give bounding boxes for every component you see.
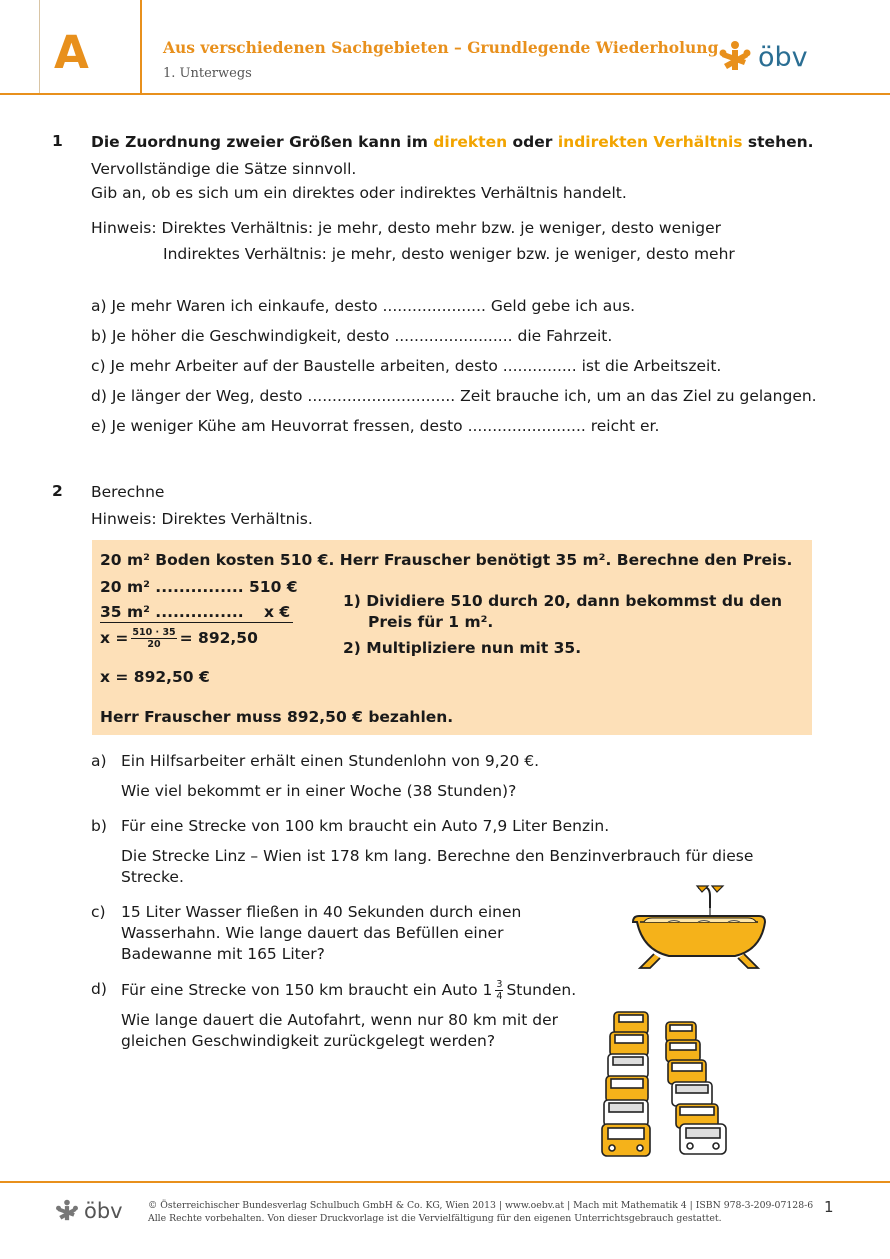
example-row-2-right: x €: [264, 603, 291, 621]
exercise-1-item-d: d) Je länger der Weg, desto .............................. Zeit brauche ich, um an das Ziel zu gelangen.: [91, 387, 817, 405]
example-row-4: x = 892,50 €: [100, 668, 210, 686]
header-subtitle: 1. Unterwegs: [163, 66, 252, 81]
task-d-text-end: Stunden.: [506, 981, 577, 999]
fraction-denominator: 4: [496, 991, 503, 1002]
exercise-1-hint-1: Hinweis: Direktes Verhältnis: je mehr, desto mehr bzw. je weniger, desto weniger: [91, 219, 722, 237]
exercise-1-item-a: a) Je mehr Waren ich einkaufe, desto ..................... Geld gebe ich aus.: [91, 297, 636, 315]
exercise-1-instruction-1: Vervollständige die Sätze sinnvoll.: [91, 160, 357, 178]
example-row-2-left: 35 m² ...............: [100, 603, 244, 621]
highlight-indirect: indirekten Verhältnis: [557, 133, 743, 151]
example-step-1b: Preis für 1 m².: [368, 613, 494, 631]
header-divider: [140, 0, 142, 93]
task-d-line-3: gleichen Geschwindigkeit zurückgelegt werden?: [121, 1032, 496, 1050]
exercise-1-item-c: c) Je mehr Arbeiter auf der Baustelle arbeiten, desto ............... ist die Arbeitszeit.: [91, 357, 722, 375]
footer-logo: [55, 1199, 123, 1223]
example-row-3: [100, 624, 258, 652]
task-a-line-1: Ein Hilfsarbeiter erhält einen Stundenlohn von 9,20 €.: [121, 752, 540, 770]
task-c-line-2: Wasserhahn. Wie lange dauert das Befüllen einer: [121, 924, 504, 942]
task-b-line-2: Die Strecke Linz – Wien ist 178 km lang. Berechne den Benzinverbrauch für diese: [121, 847, 754, 865]
task-b-line-3: Strecke.: [121, 868, 184, 886]
task-c-label: c): [91, 903, 106, 921]
example-step-2: 2) Multipliziere nun mit 35.: [343, 639, 582, 657]
example-row-3-result: = 892,50: [179, 629, 258, 647]
task-a-label: a): [91, 752, 107, 770]
intro-mid: oder: [512, 133, 553, 151]
exercise-2-number: 2: [52, 482, 63, 500]
task-d-line-1: [121, 979, 576, 1002]
example-step-1a: 1) Dividiere 510 durch 20, dann bekommst du den: [343, 592, 783, 610]
exercise-1-item-e: e) Je weniger Kühe am Heuvorrat fressen, desto ........................ reicht er.: [91, 417, 660, 435]
exercise-2-title: Berechne: [91, 483, 165, 501]
highlight-direct: direkten: [433, 133, 508, 151]
task-b-label: b): [91, 817, 107, 835]
example-row-1: 20 m² ............... 510 €: [100, 578, 298, 596]
header-logo-text: öbv: [758, 41, 808, 73]
example-answer: Herr Frauscher muss 892,50 € bezahlen.: [100, 708, 454, 726]
example-row-3-prefix: x =: [100, 629, 129, 647]
task-d-text: Für eine Strecke von 150 km braucht ein Auto 1: [121, 981, 493, 999]
footer-logo-text: öbv: [84, 1198, 123, 1223]
bathtub-illustration: [628, 882, 773, 977]
star-icon: [718, 40, 752, 74]
footer-rights: Alle Rechte vorbehalten. Von dieser Druckvorlage ist die Vervielfältigung für den eigenen Unterrichtsgebrauch gestattet.: [148, 1213, 722, 1224]
exercise-1-number: 1: [52, 132, 63, 150]
intro-text: Die Zuordnung zweier Größen kann im: [91, 133, 428, 151]
task-d-fraction: [495, 979, 503, 1002]
example-row-2: [100, 602, 293, 623]
intro-end: stehen.: [747, 133, 814, 151]
exercise-1-instruction-2: Gib an, ob es sich um ein direktes oder indirektes Verhältnis handelt.: [91, 184, 627, 202]
page-number: 1: [824, 1198, 834, 1216]
task-a-line-2: Wie viel bekommt er in einer Woche (38 Stunden)?: [121, 782, 517, 800]
header-title: Aus verschiedenen Sachgebieten – Grundlegende Wiederholung: [163, 38, 719, 57]
footer-copyright: © Österreichischer Bundesverlag Schulbuch GmbH & Co. KG, Wien 2013 | www.oebv.at | Mach mit Mathematik 4 | ISBN 978-3-209-07128-6: [148, 1200, 814, 1211]
task-d-line-2: Wie lange dauert die Autofahrt, wenn nur 80 km mit der: [121, 1011, 558, 1029]
fraction-numerator: 3: [496, 979, 503, 990]
example-task: 20 m² Boden kosten 510 €. Herr Frauscher benötigt 35 m². Berechne den Preis.: [100, 551, 793, 569]
exercise-2-hint: Hinweis: Direktes Verhältnis.: [91, 510, 313, 528]
fraction-denominator: 20: [147, 639, 161, 650]
header-left-rule: [39, 0, 40, 93]
traffic-jam-illustration: [600, 1008, 745, 1160]
fraction-numerator: 510 · 35: [132, 627, 176, 638]
task-b-line-1: Für eine Strecke von 100 km braucht ein Auto 7,9 Liter Benzin.: [121, 817, 610, 835]
task-d-label: d): [91, 980, 107, 998]
star-icon: [55, 1199, 79, 1223]
exercise-1-hint-2: Indirektes Verhältnis: je mehr, desto weniger bzw. je weniger, desto mehr: [163, 245, 735, 263]
footer-rule: [0, 1181, 890, 1183]
task-c-line-3: Badewanne mit 165 Liter?: [121, 945, 325, 963]
exercise-1-item-b: b) Je höher die Geschwindigkeit, desto ........................ die Fahrzeit.: [91, 327, 613, 345]
task-c-line-1: 15 Liter Wasser fließen in 40 Sekunden durch einen: [121, 903, 522, 921]
header-logo: [718, 40, 808, 74]
exercise-1-intro: [91, 132, 814, 152]
chapter-letter: A: [54, 26, 89, 79]
example-fraction: [131, 627, 176, 650]
header-rule: [0, 93, 890, 95]
